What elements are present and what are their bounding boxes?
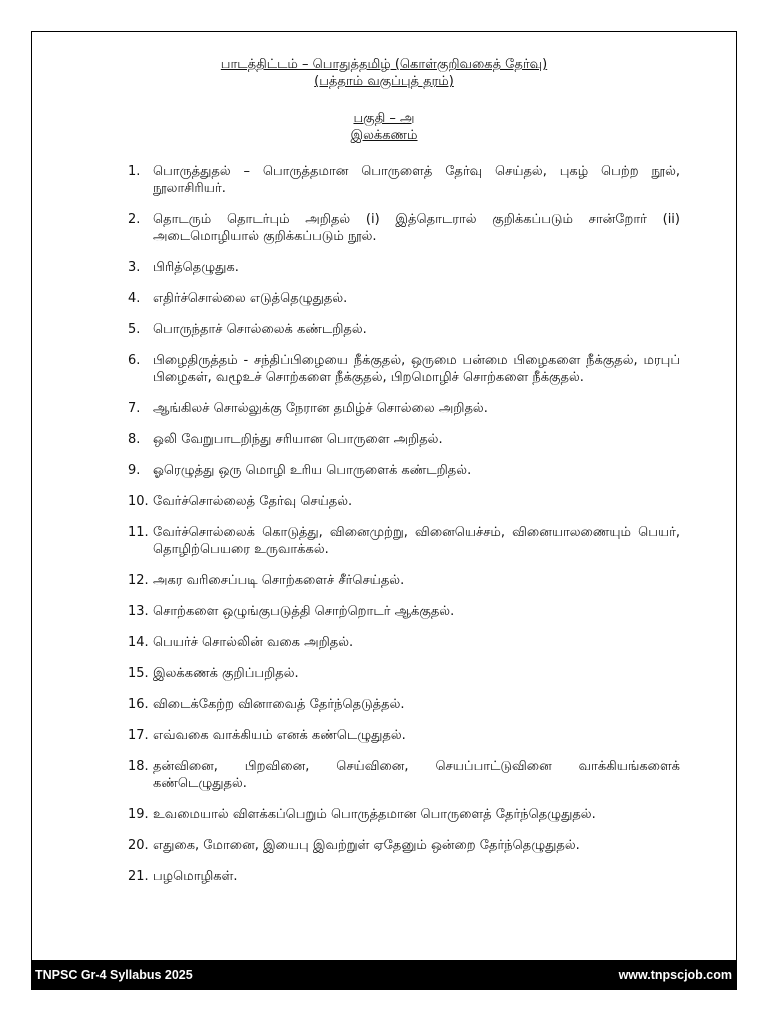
list-item: [128, 352, 680, 386]
item-text: தொடரும் தொடர்பும் அறிதல் (i) இத்தொடரால் குறிக்கப்படும் சான்றோர் (ii) அடைமொழியால் குறிக்கப்படும் நூல்.: [153, 212, 680, 244]
item-text: ஒலி வேறுபாடறிந்து சரியான பொருளை அறிதல்.: [153, 432, 443, 447]
item-number: 1.: [128, 164, 141, 179]
list-item: [128, 868, 680, 885]
item-text: பெயர்ச் சொல்லின் வகை அறிதல்.: [153, 635, 354, 650]
item-number: 7.: [128, 401, 141, 416]
footer-bar: [31, 961, 737, 990]
item-number: 20.: [128, 838, 149, 853]
list-item: [128, 163, 680, 197]
item-number: 12.: [128, 573, 149, 588]
item-number: 18.: [128, 759, 149, 774]
document-subtitle: (பத்தாம் வகுப்புத் தரம்): [314, 74, 454, 89]
item-text: தன்வினை, பிறவினை, செய்வினை, செயப்பாட்டுவினை வாக்கியங்களைக் கண்டெழுதுதல்.: [153, 759, 680, 791]
item-text: எதுகை, மோனை, இயைபு இவற்றுள் ஏதேனும் ஒன்றை தேர்ந்தெழுதுதல்.: [153, 838, 580, 853]
item-number: 17.: [128, 728, 149, 743]
document-title-block: [32, 56, 736, 90]
list-item: [128, 603, 680, 620]
list-item: [128, 727, 680, 744]
item-text: எவ்வகை வாக்கியம் எனக் கண்டெழுதுதல்.: [153, 728, 406, 743]
list-item: [128, 837, 680, 854]
list-item: [128, 758, 680, 792]
footer-website: www.tnpscjob.com: [618, 968, 732, 982]
document-title: பாடத்திட்டம் – பொதுத்தமிழ் (கொள்குறிவகைத் தேர்வு): [220, 57, 548, 72]
list-item: [128, 321, 680, 338]
section-title: இலக்கணம்: [350, 128, 418, 143]
item-text: வேர்ச்சொல்லைத் தேர்வு செய்தல்.: [153, 494, 353, 509]
item-number: 15.: [128, 666, 149, 681]
list-item: [128, 806, 680, 823]
item-number: 21.: [128, 869, 149, 884]
item-text: பொருந்தாச் சொல்லைக் கண்டறிதல்.: [153, 322, 367, 337]
item-number: 11.: [128, 525, 149, 540]
item-text: ஆங்கிலச் சொல்லுக்கு நேரான தமிழ்ச் சொல்லை அறிதல்.: [153, 401, 488, 416]
list-item: [128, 431, 680, 448]
item-text: பிரித்தெழுதுக.: [153, 260, 239, 275]
item-number: 3.: [128, 260, 141, 275]
syllabus-page: [31, 31, 737, 961]
item-number: 9.: [128, 463, 141, 478]
item-number: 6.: [128, 353, 141, 368]
list-item: [128, 572, 680, 589]
list-item: [128, 524, 680, 558]
item-text: வேர்ச்சொல்லைக் கொடுத்து, வினைமுற்று, வினையெச்சம், வினையாலணையும் பெயர், தொழிற்பெயரை உருவாக்கல்.: [153, 525, 680, 557]
list-item: [128, 400, 680, 417]
item-number: 14.: [128, 635, 149, 650]
list-item: [128, 259, 680, 276]
item-text: பழமொழிகள்.: [153, 869, 238, 884]
item-number: 2.: [128, 212, 141, 227]
item-text: எதிர்ச்சொல்லை எடுத்தெழுதுதல்.: [153, 291, 348, 306]
item-text: சொற்களை ஒழுங்குபடுத்தி சொற்றொடர் ஆக்குதல்.: [153, 604, 455, 619]
item-number: 19.: [128, 807, 149, 822]
list-item: [128, 493, 680, 510]
item-number: 10.: [128, 494, 149, 509]
list-item: [128, 211, 680, 245]
item-text: ஓரெழுத்து ஒரு மொழி உரிய பொருளைக் கண்டறிதல்.: [153, 463, 472, 478]
item-number: 8.: [128, 432, 141, 447]
item-number: 5.: [128, 322, 141, 337]
item-text: விடைக்கேற்ற வினாவைத் தேர்ந்தெடுத்தல்.: [153, 697, 405, 712]
list-item: [128, 290, 680, 307]
item-number: 4.: [128, 291, 141, 306]
item-text: பிழைதிருத்தம் - சந்திப்பிழையை நீக்குதல், ஒருமை பன்மை பிழைகளை நீக்குதல், மரபுப் பிழைகள், வழூஉச் சொற்களை நீக்குதல், பிறமொழிச் சொற்களை நீக்குதல்.: [153, 353, 680, 385]
item-number: 13.: [128, 604, 149, 619]
section-heading-block: [32, 110, 736, 144]
footer-title: TNPSC Gr-4 Syllabus 2025: [35, 968, 193, 982]
item-number: 16.: [128, 697, 149, 712]
list-item: [128, 634, 680, 651]
syllabus-list: [128, 163, 680, 899]
list-item: [128, 696, 680, 713]
list-item: [128, 462, 680, 479]
item-text: அகர வரிசைப்படி சொற்களைச் சீர்செய்தல்.: [153, 573, 405, 588]
item-text: இலக்கணக் குறிப்பறிதல்.: [153, 666, 299, 681]
item-text: பொருத்துதல் – பொருத்தமான பொருளைத் தேர்வு செய்தல், புகழ் பெற்ற நூல், நூலாசிரியர்.: [153, 164, 680, 196]
part-label: பகுதி – அ: [353, 111, 415, 126]
list-item: [128, 665, 680, 682]
item-text: உவமையால் விளக்கப்பெறும் பொருத்தமான பொருளைத் தேர்ந்தெழுதுதல்.: [153, 807, 596, 822]
